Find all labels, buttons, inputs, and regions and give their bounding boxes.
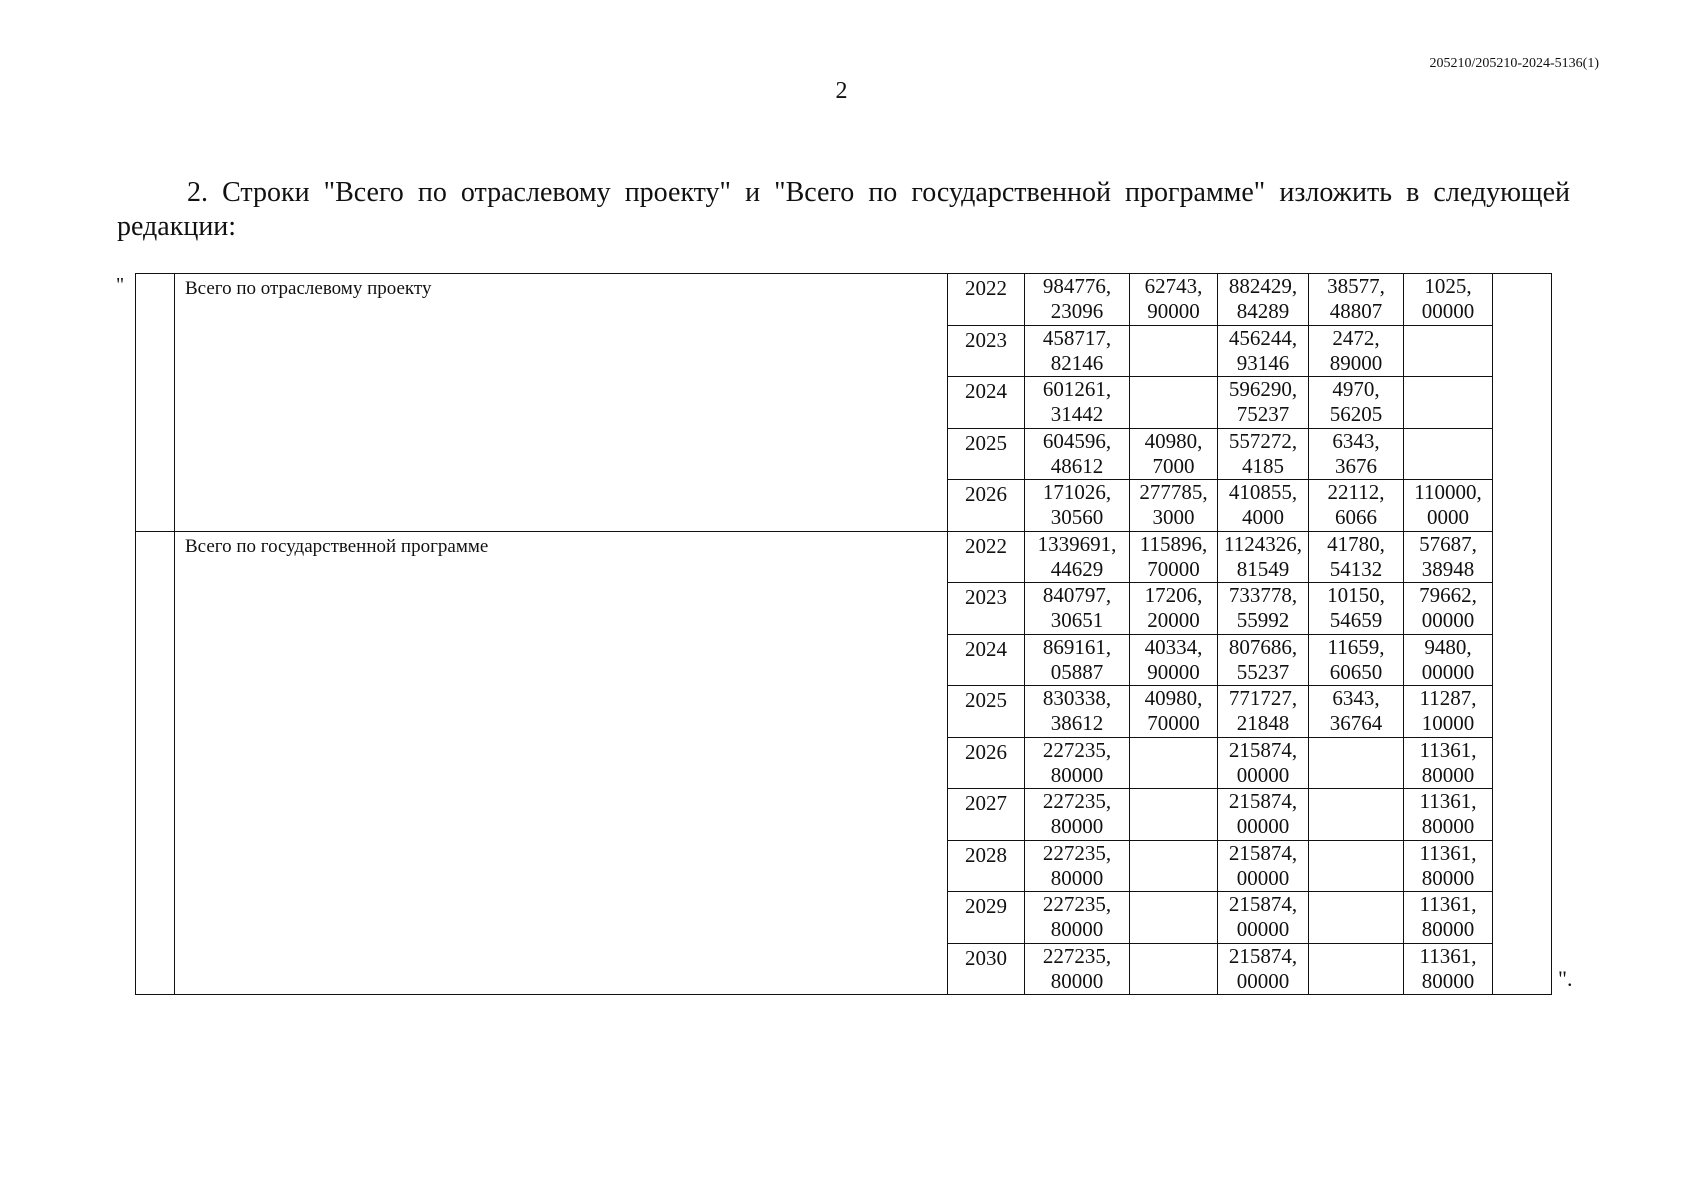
- year-cell: 2025: [948, 428, 1025, 480]
- intro-paragraph: 2. Строки "Всего по отраслевому проекту" и "Всего по государственной программе" изложить в следующей редакции:: [117, 177, 1570, 242]
- row-number-cell: [136, 531, 175, 995]
- total-cell: 601261, 31442: [1025, 377, 1130, 429]
- other-sources-cell: 11361, 80000: [1404, 840, 1493, 892]
- total-cell: 869161, 05887: [1025, 634, 1130, 686]
- other-sources-cell: [1404, 428, 1493, 480]
- table-body: [136, 274, 1552, 995]
- total-cell: 840797, 30651: [1025, 583, 1130, 635]
- table-row: [136, 274, 1552, 326]
- other-sources-cell: 11361, 80000: [1404, 943, 1493, 995]
- opening-quote: ": [116, 274, 125, 296]
- other-sources-cell: 110000, 0000: [1404, 480, 1493, 532]
- regional-budget-cell: 410855, 4000: [1218, 480, 1309, 532]
- regional-budget-cell: 215874, 00000: [1218, 943, 1309, 995]
- other-sources-cell: 11287, 10000: [1404, 686, 1493, 738]
- federal-budget-cell: 62743, 90000: [1130, 274, 1218, 326]
- document-id: 205210/205210-2024-5136(1): [1429, 56, 1599, 71]
- federal-budget-cell: 277785, 3000: [1130, 480, 1218, 532]
- local-budget-cell: 41780, 54132: [1309, 531, 1404, 583]
- federal-budget-cell: 17206, 20000: [1130, 583, 1218, 635]
- other-sources-cell: [1404, 325, 1493, 377]
- year-cell: 2026: [948, 480, 1025, 532]
- federal-budget-cell: [1130, 325, 1218, 377]
- other-sources-cell: 57687, 38948: [1404, 531, 1493, 583]
- year-cell: 2022: [948, 531, 1025, 583]
- regional-budget-cell: 215874, 00000: [1218, 737, 1309, 789]
- total-cell: 227235, 80000: [1025, 789, 1130, 841]
- total-cell: 171026, 30560: [1025, 480, 1130, 532]
- year-cell: 2029: [948, 892, 1025, 944]
- total-cell: 830338, 38612: [1025, 686, 1130, 738]
- regional-budget-cell: 771727, 21848: [1218, 686, 1309, 738]
- local-budget-cell: 2472, 89000: [1309, 325, 1404, 377]
- section-label: Всего по государственной программе: [175, 531, 948, 995]
- local-budget-cell: 22112, 6066: [1309, 480, 1404, 532]
- year-cell: 2027: [948, 789, 1025, 841]
- federal-budget-cell: [1130, 377, 1218, 429]
- local-budget-cell: 6343, 36764: [1309, 686, 1404, 738]
- federal-budget-cell: [1130, 943, 1218, 995]
- local-budget-cell: [1309, 892, 1404, 944]
- regional-budget-cell: 557272, 4185: [1218, 428, 1309, 480]
- regional-budget-cell: 882429, 84289: [1218, 274, 1309, 326]
- federal-budget-cell: [1130, 892, 1218, 944]
- local-budget-cell: 10150, 54659: [1309, 583, 1404, 635]
- local-budget-cell: [1309, 840, 1404, 892]
- total-cell: 458717, 82146: [1025, 325, 1130, 377]
- total-cell: 984776, 23096: [1025, 274, 1130, 326]
- other-sources-cell: 79662, 00000: [1404, 583, 1493, 635]
- total-cell: 604596, 48612: [1025, 428, 1130, 480]
- regional-budget-cell: 807686, 55237: [1218, 634, 1309, 686]
- regional-budget-cell: 215874, 00000: [1218, 789, 1309, 841]
- local-budget-cell: [1309, 737, 1404, 789]
- table-row: [136, 531, 1552, 583]
- local-budget-cell: 4970, 56205: [1309, 377, 1404, 429]
- year-cell: 2030: [948, 943, 1025, 995]
- total-cell: 227235, 80000: [1025, 737, 1130, 789]
- regional-budget-cell: 456244, 93146: [1218, 325, 1309, 377]
- total-cell: 1339691, 44629: [1025, 531, 1130, 583]
- page-number: 2: [835, 78, 848, 104]
- regional-budget-cell: 215874, 00000: [1218, 840, 1309, 892]
- year-cell: 2026: [948, 737, 1025, 789]
- row-number-cell: [136, 274, 175, 532]
- other-sources-cell: [1404, 377, 1493, 429]
- year-cell: 2025: [948, 686, 1025, 738]
- total-cell: 227235, 80000: [1025, 892, 1130, 944]
- section-label: Всего по отраслевому проекту: [175, 274, 948, 532]
- federal-budget-cell: [1130, 789, 1218, 841]
- other-sources-cell: 9480, 00000: [1404, 634, 1493, 686]
- total-cell: 227235, 80000: [1025, 840, 1130, 892]
- other-sources-cell: 11361, 80000: [1404, 789, 1493, 841]
- local-budget-cell: [1309, 789, 1404, 841]
- other-sources-cell: 11361, 80000: [1404, 737, 1493, 789]
- regional-budget-cell: 1124326, 81549: [1218, 531, 1309, 583]
- federal-budget-cell: 40980, 70000: [1130, 686, 1218, 738]
- year-cell: 2023: [948, 583, 1025, 635]
- year-cell: 2023: [948, 325, 1025, 377]
- closing-quote: ".: [1558, 966, 1573, 991]
- year-cell: 2028: [948, 840, 1025, 892]
- regional-budget-cell: 215874, 00000: [1218, 892, 1309, 944]
- regional-budget-cell: 596290, 75237: [1218, 377, 1309, 429]
- year-cell: 2024: [948, 634, 1025, 686]
- federal-budget-cell: 40334, 90000: [1130, 634, 1218, 686]
- local-budget-cell: [1309, 943, 1404, 995]
- year-cell: 2024: [948, 377, 1025, 429]
- year-cell: 2022: [948, 274, 1025, 326]
- federal-budget-cell: 40980, 7000: [1130, 428, 1218, 480]
- trailing-cell: [1493, 274, 1552, 995]
- budget-table: [135, 273, 1552, 995]
- total-cell: 227235, 80000: [1025, 943, 1130, 995]
- federal-budget-cell: [1130, 840, 1218, 892]
- local-budget-cell: 6343, 3676: [1309, 428, 1404, 480]
- federal-budget-cell: [1130, 737, 1218, 789]
- federal-budget-cell: 115896, 70000: [1130, 531, 1218, 583]
- local-budget-cell: 11659, 60650: [1309, 634, 1404, 686]
- other-sources-cell: 1025, 00000: [1404, 274, 1493, 326]
- regional-budget-cell: 733778, 55992: [1218, 583, 1309, 635]
- other-sources-cell: 11361, 80000: [1404, 892, 1493, 944]
- local-budget-cell: 38577, 48807: [1309, 274, 1404, 326]
